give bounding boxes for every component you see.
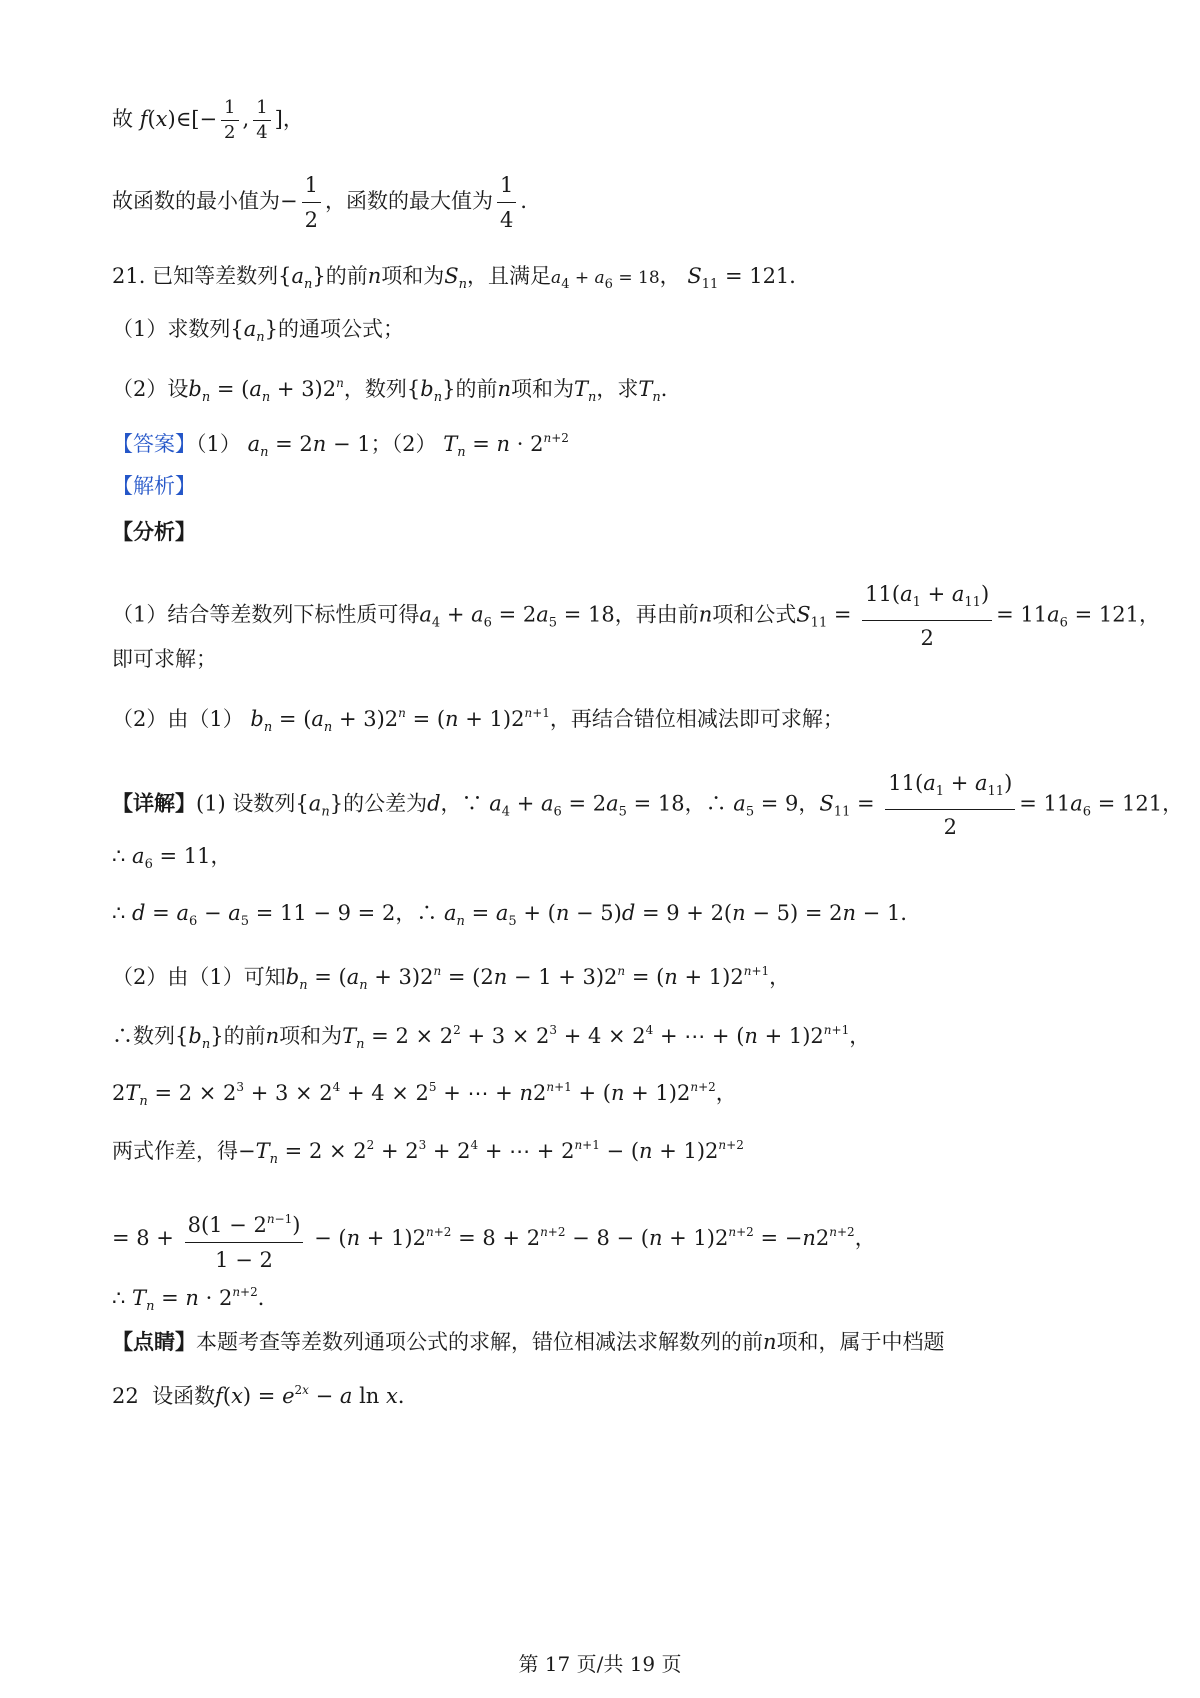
text: ， — [849, 1024, 871, 1048]
text: ， — [1162, 791, 1184, 816]
fenxi-part2: （2）由（1） $b_n = (a_n + 3)2^n = (n + 1)2^{n+1}$，再结合错位相减法即可求解； — [112, 706, 844, 735]
text: ， — [210, 844, 232, 868]
detail-line3: ∴ $d = a_6 - a_5 = 11 - 9 = 2$，∴ $a_n = a_5 + (n - 5)d = 9 + 2(n - 5) = 2n - 1$． — [112, 901, 922, 929]
text: 的公差为 — [343, 791, 428, 816]
page-footer: 第 17 页/共 19 页 — [518, 1652, 682, 1676]
text: 两式作差，得 — [112, 1139, 238, 1163]
jiexi-line — [112, 470, 1140, 502]
text: ， — [282, 107, 304, 131]
answer-line: 【答案】（1） $a_n = 2n - 1$；（2） $T_n = n \cdot 2^{n+2}$ — [112, 431, 569, 460]
question-21-part2: （2）设$b_n = (a_n + 3)2^n$，数列$\{b_n\}$的前n项和为$T_n$，求$T_n$． — [112, 376, 682, 405]
fraction: $\frac{1}{2}$ — [302, 168, 321, 237]
range-conclusion-line: 故 f(x)∈[− $\frac{1}{2}$ , $\frac{1}{4}$ ]， — [112, 97, 304, 143]
text: ． — [257, 1286, 279, 1310]
text: ， — [395, 901, 417, 925]
text: ． — [520, 189, 542, 213]
text: (1) 设数列 — [196, 791, 296, 816]
fenxi-line — [112, 516, 1140, 548]
text: （1）求数列 — [112, 317, 231, 341]
text: （2）设 — [112, 377, 189, 401]
detail-line9: ∴ $T_n = n \cdot 2^{n+2}$． — [112, 1285, 279, 1314]
text: ∴数列 — [112, 1024, 175, 1048]
fenxi-part1: （1）结合等差数列下标性质可得$a_4 + a_6 = 2a_5 = 18$，再由前n项和公式$S_{11}$ = $\frac{11(a_1 + a_{11})}{2}$ = $11a_6 = 121$， — [112, 577, 1140, 655]
text: 项和公式 — [712, 602, 797, 627]
text: ，函数的最大值为 — [324, 189, 493, 213]
text: 的通项公式； — [278, 317, 405, 341]
min-max-line: 故函数的最小值为− $\frac{1}{2}$ ，函数的最大值为 $\frac{1}{4}$ ． — [112, 168, 1140, 237]
text: （1） — [196, 432, 241, 456]
text: ， — [798, 791, 820, 816]
text: 的前 — [325, 264, 368, 288]
text: 项和为 — [510, 377, 574, 401]
text: ， — [659, 264, 681, 288]
text: 故 — [112, 107, 133, 131]
fraction: $\frac{11(a_1 + a_{11})}{2}$ — [862, 577, 992, 655]
text: ． — [397, 1384, 419, 1408]
detail-line2: ∴ $a_6 = 11$， — [112, 844, 232, 872]
text: ，且满足 — [467, 264, 552, 288]
question-number: 22 — [112, 1384, 139, 1408]
text: 本题考查等差数列通项公式的求解，错位相减法求解数列的前 — [196, 1330, 763, 1354]
detail-line7: 两式作差，得$-T_n = 2 \times 2^2 + 2^3 + 2^4$ + ⋯ + $2^{n+1} - (n + 1)2^{n+2}$ — [112, 1138, 744, 1167]
jiexi-tag: 【解析】 — [112, 474, 196, 498]
text: 的前 — [223, 1024, 266, 1048]
text: ，再由前 — [614, 602, 699, 627]
text: （1）结合等差数列下标性质可得 — [112, 602, 420, 627]
fraction: $\frac{11(a_1 + a_{11})}{2}$ — [885, 766, 1015, 844]
text: 即可求解； — [112, 647, 217, 671]
text: 已知等差数列 — [152, 264, 279, 288]
detail-line6: $2T_n = 2 \times 2^3 + 3 \times 2^4 + 4 \times 2^5$ + ⋯ + $n2^{n+1} + (n + 1)2^{n+2}$， — [112, 1080, 737, 1109]
fraction: $\frac{1}{4}$ — [497, 168, 516, 237]
text: ． — [789, 264, 811, 288]
detail-line5: ∴数列$\{b_n\}$的前n项和为$T_n = 2 \times 2^2 + 3 \times 2^3 + 4 \times 2^4$ + ⋯ + $(n + 1)2^{n+1}$， — [112, 1023, 871, 1052]
question-21-part1: （1）求数列$\{a_n\}$的通项公式； — [112, 317, 405, 345]
text: （2）由（1）可知 — [112, 965, 286, 989]
text: 项和为 — [381, 264, 445, 288]
text: ， — [715, 1081, 737, 1105]
text: ，求 — [596, 377, 639, 401]
question-number: 21. — [112, 264, 146, 288]
detail-line1: 【详解】(1) 设数列$\{a_n\}$的公差为d，∵ $a_4 + a_6 = 2a_5 = 18$，∴ $a_5 = 9$，$S_{11}$ = $\frac{11(a_1 + a_{11})}{2}$ = $11a_6 = 121$， — [112, 766, 1140, 844]
text: ． — [900, 901, 922, 925]
text: （2）由（1） — [112, 707, 244, 731]
text: ；（2） — [370, 432, 437, 456]
question-22-stem: 22 设函数$f(x) = e^{2x} - a$ ln x． — [112, 1383, 419, 1408]
dianjing-tag: 【点睛】 — [112, 1329, 196, 1354]
question-21-stem: 21. 已知等差数列$\{a_n\}$的前n项和为$S_n$，且满足$a_4 + a_6 = 18$， $S_{11} = 121$． — [112, 264, 811, 292]
text: ， — [684, 791, 706, 816]
detail-line8: = 8 + $\frac{8(1 - 2^{n-1})}{1 - 2}$ − $(n + 1)2^{n+2} = 8 + 2^{n+2} - 8 - (n + 1)2^{n+2} = -n2^{n+2}$， — [112, 1202, 1140, 1277]
text: ，再结合错位相减法即可求解； — [549, 707, 844, 731]
text: ，数列 — [343, 377, 407, 401]
fraction: $\frac{8(1 - 2^{n-1})}{1 - 2}$ — [185, 1202, 304, 1277]
fraction: $\frac{1}{2}$ — [221, 96, 238, 145]
fenxi-part1-cont — [112, 643, 1140, 675]
fenxi-tag: 【分析】 — [112, 519, 196, 544]
text: 故函数的最小值为 — [112, 189, 280, 213]
detail-tag: 【详解】 — [112, 790, 196, 816]
text: ． — [660, 377, 682, 401]
dianjing-line: 【点睛】本题考查等差数列通项公式的求解，错位相减法求解数列的前n项和，属于中档题 — [112, 1329, 945, 1354]
answer-tag: 【答案】 — [112, 432, 196, 456]
math-expression: f — [139, 107, 148, 131]
text: ， — [854, 1226, 876, 1250]
text: 项和为 — [279, 1024, 343, 1048]
text: 项和，属于中档题 — [776, 1330, 945, 1354]
text: ， — [440, 791, 462, 816]
detail-line4: （2）由（1）可知$b_n = (a_n + 3)2^n = (2n - 1 + 3)2^n = (n + 1)2^{n+1}$， — [112, 964, 791, 993]
text: 设函数 — [152, 1384, 216, 1408]
text: ， — [1138, 602, 1160, 627]
text: ， — [769, 965, 791, 989]
fraction: $\frac{1}{4}$ — [253, 96, 270, 145]
text: 的前 — [455, 377, 498, 401]
